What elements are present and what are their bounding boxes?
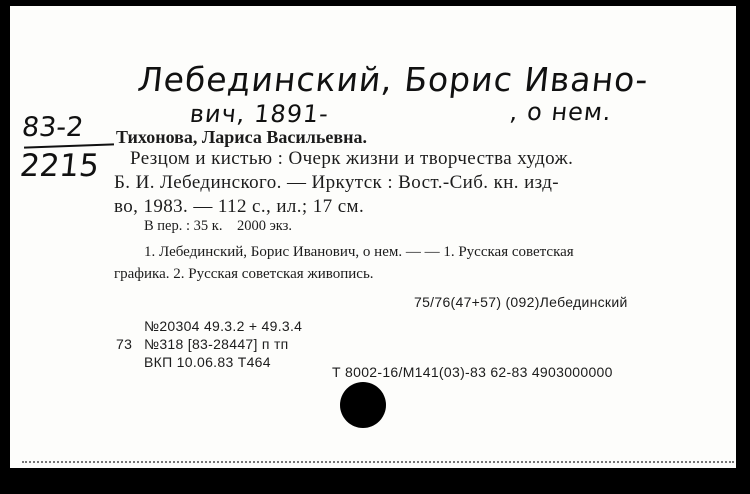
subject-line-1: 1. Лебединский, Борис Иванович, о нем. — — 1. Русская советская xyxy=(144,244,574,260)
publisher-code-line: Т 8002-16/М141(03)-83 62-83 4903000000 xyxy=(332,364,613,380)
call-number-bottom: 2215 xyxy=(18,148,101,184)
subject-line-2: графика. 2. Русская советская живопись. xyxy=(114,266,374,282)
catalog-card xyxy=(10,6,736,468)
record-line-1: №20304 49.3.2 + 49.3.4 xyxy=(144,318,303,334)
classification-number: 75/76(47+57) (092)Лебединский xyxy=(414,294,628,310)
price-and-copies: В пер. : 35 к. 2000 экз. xyxy=(144,218,292,234)
title-line-1: Резцом и кистью : Очерк жизни и творчества худож. xyxy=(130,148,574,169)
call-number-top: 83-2 xyxy=(20,112,85,143)
record-prefix: 73 xyxy=(116,336,133,352)
title-line-3: во, 1983. — 112 с., ил.; 17 см. xyxy=(114,196,365,217)
handwritten-author-line-2: вич, 1891- xyxy=(188,100,331,128)
title-line-2: Б. И. Лебединского. — Иркутск : Вост.-Сиб. кн. изд- xyxy=(114,172,560,193)
punch-hole xyxy=(340,382,386,428)
record-line-3: ВКП 10.06.83 Т464 xyxy=(144,354,271,370)
bottom-dotted-rule xyxy=(22,461,734,463)
handwritten-author-line-1: Лебединский, Борис Ивано- xyxy=(135,60,651,99)
record-line-2: №318 [83-28447] п тп xyxy=(144,336,289,352)
handwritten-about-note: , о нем. xyxy=(508,98,614,126)
main-entry-heading: Тихонова, Лариса Васильевна. xyxy=(116,127,367,147)
